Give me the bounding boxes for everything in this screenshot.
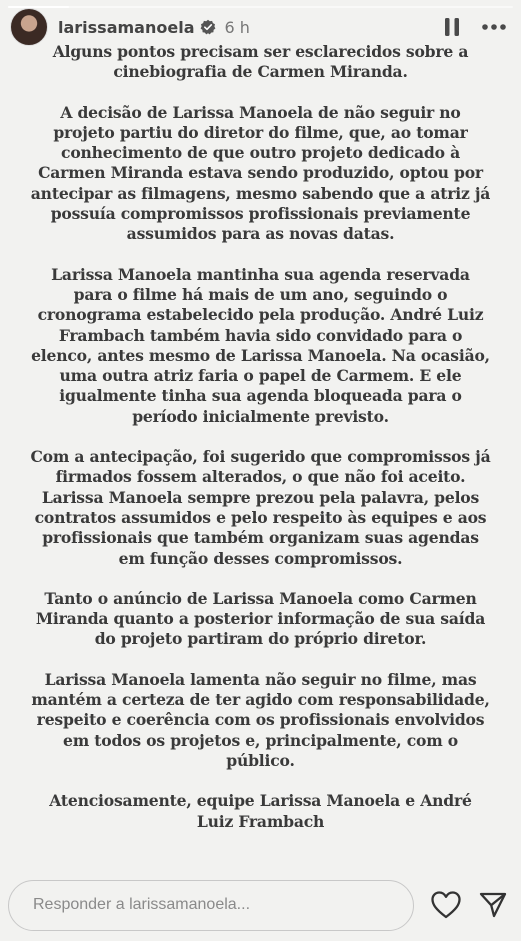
post-time: 6 h (224, 17, 250, 37)
more-options-button[interactable] (477, 10, 511, 44)
pause-icon (443, 17, 461, 37)
paragraph-intro: Alguns pontos precisam ser esclarecidos sobre a cinebiografia de Carmen Miranda. (52, 42, 469, 82)
username[interactable]: larissamanoela (58, 17, 195, 37)
paragraph-signature: Atenciosamente, equipe Larissa Manoela e André Luiz Frambach (49, 791, 472, 831)
paragraph-announcement: Tanto o anúncio de Larissa Manoela como Carmen Miranda quanto a posterior informação de sua saída do projeto partiram do próprio diretor. (35, 588, 486, 649)
send-icon (478, 890, 508, 920)
reply-bar (0, 869, 521, 941)
paragraph-regret: Larissa Manoela lamenta não seguir no filme, mas mantém a certeza de ter agido com responsabilidade, respeito e coerência com os profissionais envolvidos em todos os projetos e, principalmente, com o público. (31, 669, 490, 770)
verified-badge-icon (200, 19, 216, 35)
avatar[interactable] (10, 8, 48, 46)
share-button[interactable] (473, 884, 514, 926)
paragraph-anticipation: Com a antecipação, foi sugerido que compromissos já firmados fossem alterados, o que não foi aceito. Larissa Manoela sempre prezou pela palavra, pelos contratos assumidos e pelo respeito às equipes e aos profissionais que também organizam suas agendas em função desses compromissos. (30, 447, 491, 568)
story-text (30, 42, 491, 852)
reply-input[interactable] (8, 880, 414, 931)
paragraph-schedule: Larissa Manoela mantinha sua agenda reservada para o filme há mais de um ano, seguindo o cronograma estabelecido pela produção. André Luiz Frambach também havia sido convidado para o elenco, antes mesmo de Larissa Manoela. Na ocasião, uma outra atriz faria o papel de Carmem. E ele igualmente tinha sua agenda bloqueada para o período inicialmente previsto. (31, 264, 490, 426)
pause-button[interactable] (435, 10, 469, 44)
like-button[interactable] (426, 884, 467, 926)
heart-icon (430, 890, 462, 920)
more-options-icon (481, 23, 507, 31)
paragraph-decision: A decisão de Larissa Manoela de não seguir no projeto partiu do diretor do filme, que, ao tomar conhecimento de que outro projeto dedicado à Carmen Miranda estava sendo produzido, optou por antecipar as filmagens, mesmo sabendo que a atriz já possuía compromissos profissionais previamente assumidos para as novas datas. (30, 102, 491, 244)
